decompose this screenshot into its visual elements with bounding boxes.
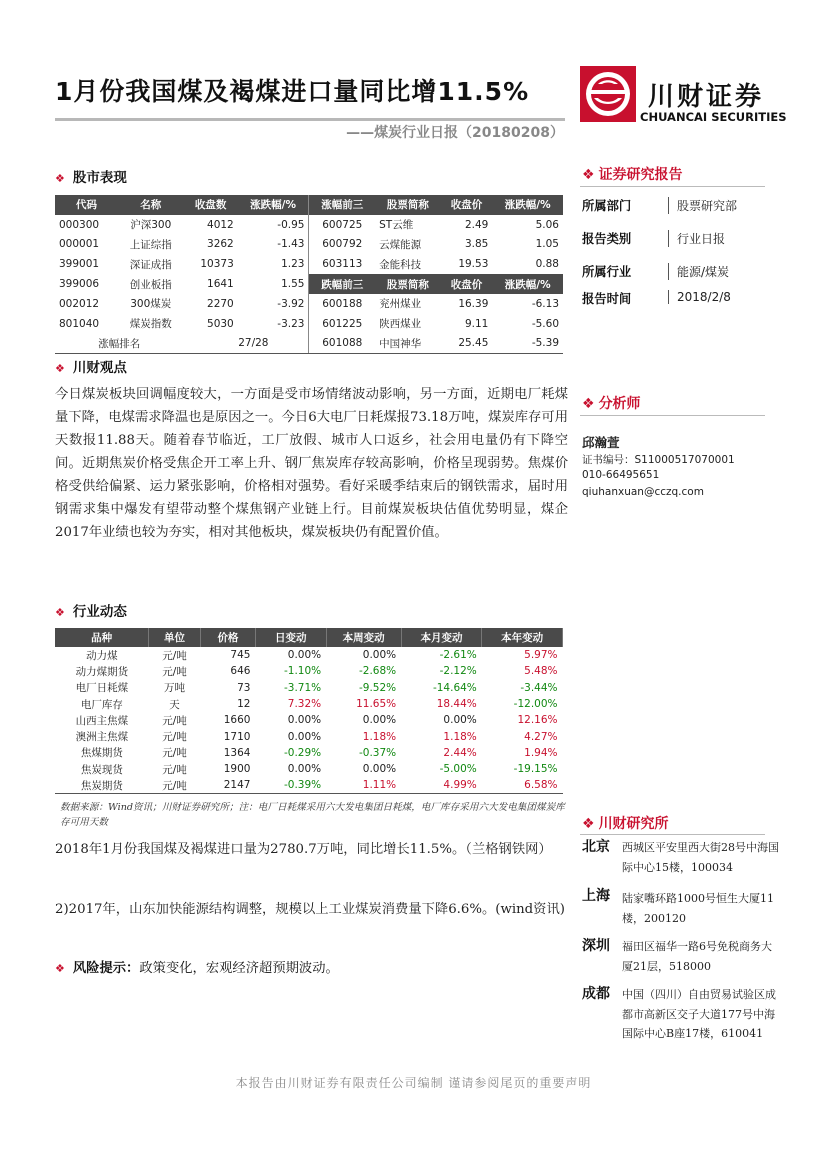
table-cell: -14.64% xyxy=(432,681,477,694)
table-cell: 1710 xyxy=(223,730,251,743)
industry-table-header: 品种 单位 价格 日变动 本周变动 本月变动 本年变动 xyxy=(55,628,563,647)
table-cell: 元/吨 xyxy=(162,747,187,760)
office-city: 北京 xyxy=(582,839,610,855)
table-cell: 12.16% xyxy=(517,714,558,727)
table-cell: 0.00% xyxy=(443,714,477,727)
table-cell: 6.58% xyxy=(482,777,563,793)
news-item: 2018年1月份我国煤及褐煤进口量为2780.7万吨，同比增长11.5%。（兰格钢铁网） xyxy=(55,842,552,857)
table-cell: 万吨 xyxy=(164,682,186,695)
institute-heading: ❖ 川财研究所 xyxy=(582,816,669,832)
meta-label: 报告类别 xyxy=(582,232,632,246)
table-cell: -2.12% xyxy=(439,665,477,678)
table-cell: 7.32% xyxy=(287,698,322,711)
table-row xyxy=(55,745,563,761)
table-row xyxy=(55,728,563,744)
table-cell: 0.00% xyxy=(362,714,397,727)
table-row xyxy=(55,663,563,679)
table-cell: 4.27% xyxy=(524,730,558,743)
table-cell: 电厂日耗煤 xyxy=(75,682,129,695)
office-city: 成都 xyxy=(582,986,610,1002)
diamond-bullet-icon: ❖ xyxy=(582,396,595,412)
table-row: 000001 上证综指 3262 -1.43 600792 云煤能源 3.85 1.05 xyxy=(55,235,563,255)
divider xyxy=(580,415,765,416)
office-address: 中国（四川）自由贸易试验区成都市高新区交子大道177号中海国际中心B座17楼，610041 xyxy=(622,988,776,1040)
meta-label: 所属部门 xyxy=(582,199,632,213)
diamond-bullet-icon: ❖ xyxy=(582,816,595,832)
table-cell: -0.37% xyxy=(358,746,397,759)
table-cell: 18.44% xyxy=(436,698,477,711)
market-table-header: 代码 名称 收盘数 涨跌幅/% 涨幅前三 股票简称 收盘价 涨跌幅/% xyxy=(55,195,563,215)
risk-note: ❖ 风险提示：政策变化，宏观经济超预期波动。 xyxy=(55,961,339,976)
table-cell: -1.10% xyxy=(283,665,322,678)
office-address: 西城区平安里西大街28号中海国际中心15楼，100034 xyxy=(622,841,779,874)
table-cell: -19.15% xyxy=(513,763,558,776)
diamond-bullet-icon: ❖ xyxy=(582,167,595,183)
meta-value: 股票研究部 xyxy=(668,197,737,214)
table-cell: -0.29% xyxy=(283,746,322,759)
table-cell: 元/吨 xyxy=(149,777,201,793)
table-row: 801040 煤炭指数 5030 -3.23 601225 陕西煤业 9.11 -5.60 xyxy=(55,314,563,334)
table-cell: 73 xyxy=(237,681,251,694)
table-cell: -5.00% xyxy=(439,763,477,776)
table-row: 002012 300煤炭 2270 -3.92 600188 兖州煤业 16.39 -6.13 xyxy=(55,294,563,314)
table-row xyxy=(55,761,563,777)
table-cell: 2147 xyxy=(200,777,255,793)
table-cell: 天 xyxy=(169,698,180,711)
title-divider xyxy=(55,118,565,121)
office-address: 陆家嘴环路1000号恒生大厦11楼，200120 xyxy=(622,892,774,925)
divider xyxy=(580,186,765,187)
table-cell: 4.99% xyxy=(401,777,482,793)
table-cell: 澳洲主焦煤 xyxy=(75,731,129,744)
table-cell: 1660 xyxy=(223,714,251,727)
analyst-name: 邱瀚萱 xyxy=(582,435,620,450)
table-cell: 1900 xyxy=(223,763,251,776)
data-source-note: 数据来源：Wind资讯；川财证券研究所；注：电厂日耗煤采用六大发电集团日耗煤，电厂库存采用六大发电集团煤炭库存可用天数 xyxy=(60,802,565,828)
table-cell: 5.97% xyxy=(524,649,558,662)
table-cell: -0.39% xyxy=(255,777,326,793)
table-cell: 元/吨 xyxy=(162,763,187,776)
table-row xyxy=(55,647,563,663)
brand-logo-icon xyxy=(580,66,636,122)
table-cell: 山西主焦煤 xyxy=(75,714,129,727)
office-address: 福田区福华一路6号免税商务大厦21层，518000 xyxy=(622,940,772,973)
meta-value: 2018/2/8 xyxy=(668,290,731,304)
table-cell: 1.18% xyxy=(362,730,397,743)
news-item: 2)2017年，山东加快能源结构调整，规模以上工业煤炭消费量下降6.6%。(wind资讯) xyxy=(55,902,565,917)
table-cell: -3.71% xyxy=(283,681,322,694)
table-row: 399001 深证成指 10373 1.23 603113 金能科技 19.53 0.88 xyxy=(55,254,563,274)
table-cell: 2.44% xyxy=(443,746,477,759)
table-row: 涨幅排名 27/28 601088 中国神华 25.45 -5.39 xyxy=(55,334,563,354)
table-cell: 12 xyxy=(237,698,251,711)
view-paragraph: 今日煤炭板块回调幅度较大，一方面是受市场情绪波动影响，另一方面，近期电厂耗煤量下降，电煤需求降温也是原因之一。今日6大电厂日耗煤报73.18万吨，煤炭库存可用天数报11.88天。随着春节临近，工厂放假、城市人口返乡，社会用电量仍有下降空间。近期焦炭价格受焦企开工率上升、钢厂焦炭库存较高影响，价格呈现弱势。焦煤价格受供给偏紧、运力紧张影响，价格相对强势。看好采暖季结束后的钢铁需求，届时用钢需求集中爆发有望带动整个煤焦钢产业链上行。目前煤炭板块估值优势明显，煤企2017年业绩也较为夯实，相对其他板块，煤炭板块仍有配置价值。 xyxy=(55,387,568,540)
table-cell: 5.48% xyxy=(524,665,558,678)
table-cell: 0.00% xyxy=(362,763,397,776)
table-cell: 元/吨 xyxy=(162,731,187,744)
table-cell: 0.00% xyxy=(287,730,322,743)
table-cell: 0.00% xyxy=(287,649,322,662)
meta-value: 行业日报 xyxy=(668,230,725,247)
report-title: 1月份我国煤及褐煤进口量同比增11.5% xyxy=(55,77,530,106)
diamond-bullet-icon: ❖ xyxy=(55,172,65,185)
table-cell: 焦炭现货 xyxy=(80,763,123,776)
report-subtitle: ——煤炭行业日报（20180208） xyxy=(346,125,564,141)
table-row: 399006 创业板指 1641 1.55 跌幅前三 股票简称 收盘价 涨跌幅/% xyxy=(55,274,563,294)
analyst-phone: 010-66495651 xyxy=(582,469,660,481)
table-cell: 745 xyxy=(230,649,251,662)
analyst-cert: 证书编号：S1100051707000​1 xyxy=(582,454,735,466)
office-city: 上海 xyxy=(582,888,610,904)
section-market: ❖ 股市表现 xyxy=(55,170,127,186)
table-cell: 动力煤 xyxy=(86,649,118,662)
table-cell: 焦炭期货 xyxy=(55,777,149,793)
analyst-email[interactable]: qiuhanxuan@cczq.com xyxy=(582,486,704,498)
table-cell: -12.00% xyxy=(513,698,558,711)
table-cell: 1.18% xyxy=(443,730,477,743)
table-cell: 焦煤期货 xyxy=(80,747,123,760)
meta-value: 能源/煤炭 xyxy=(668,263,729,280)
table-cell: 元/吨 xyxy=(162,649,187,662)
table-cell: 11.65% xyxy=(356,698,397,711)
table-cell: 1.94% xyxy=(524,746,558,759)
industry-table xyxy=(55,628,563,794)
table-cell: 646 xyxy=(230,665,251,678)
page-footer: 本报告由川财证券有限责任公司编制 谨请参阅尾页的重要声明 xyxy=(235,1076,592,1090)
table-cell: -3.44% xyxy=(520,681,558,694)
table-row xyxy=(55,680,563,696)
analyst-heading: ❖ 分析师 xyxy=(582,396,641,412)
table-cell: 1.11% xyxy=(326,777,401,793)
diamond-bullet-icon: ❖ xyxy=(55,962,65,975)
divider xyxy=(580,834,765,835)
market-table xyxy=(55,195,563,354)
table-row xyxy=(55,696,563,712)
meta-label: 报告时间 xyxy=(582,292,632,306)
table-cell: 0.00% xyxy=(287,763,322,776)
table-cell: -2.61% xyxy=(439,649,477,662)
brand-name-en: CHUANCAI SECURITIES xyxy=(640,110,787,124)
table-cell: 1364 xyxy=(223,746,251,759)
table-cell: 元/吨 xyxy=(162,665,187,678)
table-cell: -2.68% xyxy=(358,665,397,678)
table-cell: 动力煤期货 xyxy=(75,665,129,678)
table-cell: 元/吨 xyxy=(162,714,187,727)
diamond-bullet-icon: ❖ xyxy=(55,362,65,375)
office-city: 深圳 xyxy=(582,938,610,954)
diamond-bullet-icon: ❖ xyxy=(55,606,65,619)
meta-label: 所属行业 xyxy=(582,265,632,279)
table-row xyxy=(55,712,563,728)
table-row xyxy=(55,777,563,793)
report-type-heading: ❖ 证券研究报告 xyxy=(582,167,683,183)
brand-name-cn: 川财证券 xyxy=(648,82,765,112)
table-cell: 0.00% xyxy=(362,649,397,662)
table-cell: 0.00% xyxy=(287,714,322,727)
section-view: ❖ 川财观点 xyxy=(55,360,127,376)
section-industry: ❖ 行业动态 xyxy=(55,604,127,620)
table-cell: 电厂库存 xyxy=(80,698,123,711)
table-cell: -9.52% xyxy=(358,681,397,694)
table-row: 000300 沪深300 4012 -0.95 600725 ST云维 2.49 5.06 xyxy=(55,215,563,235)
